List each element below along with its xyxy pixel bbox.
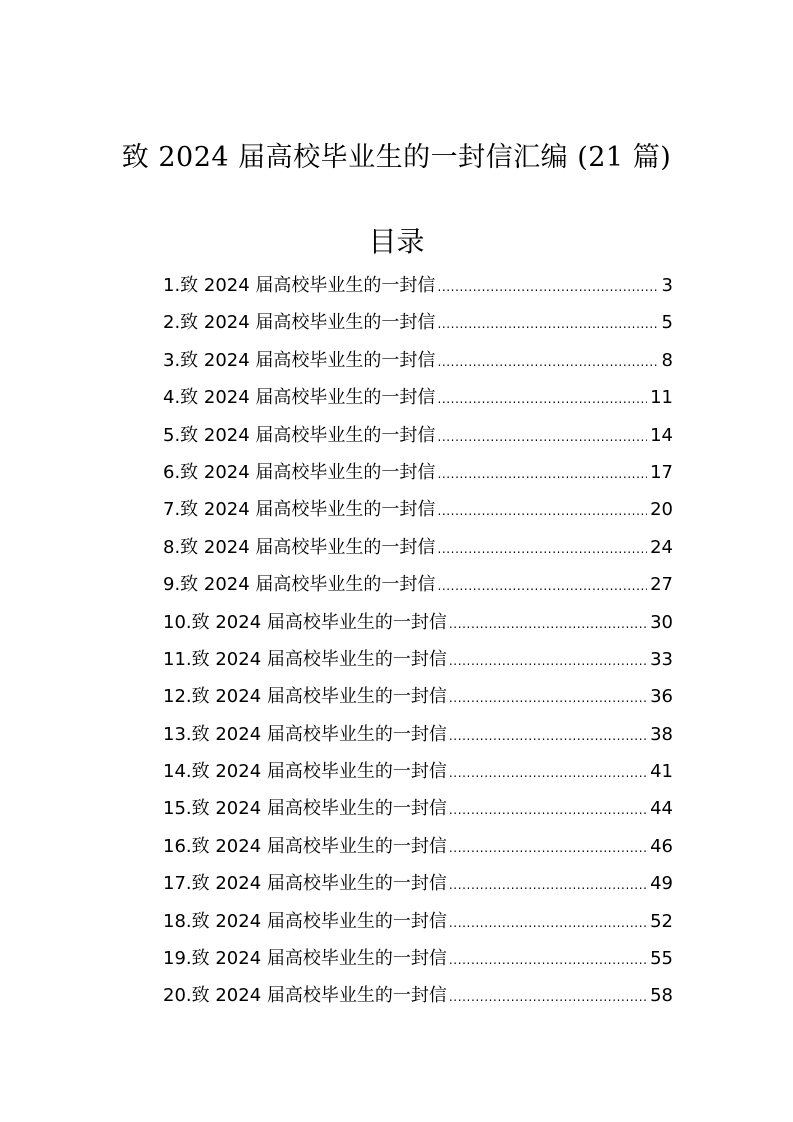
dot-leader xyxy=(449,755,647,792)
dot-leader xyxy=(449,606,647,643)
toc-entry-title: 19.致 2024 届高校毕业生的一封信 xyxy=(163,948,447,970)
toc-entry-3[interactable] xyxy=(163,342,673,379)
toc-entry-page: 36 xyxy=(650,686,673,708)
toc-entry-title: 14.致 2024 届高校毕业生的一封信 xyxy=(163,761,447,783)
toc-entry-title: 17.致 2024 届高校毕业生的一封信 xyxy=(163,873,447,895)
toc-entry-page: 27 xyxy=(650,574,673,596)
toc-entry-page: 33 xyxy=(650,648,673,670)
toc-entry-title: 10.致 2024 届高校毕业生的一封信 xyxy=(163,611,447,633)
dot-leader xyxy=(449,979,647,1016)
toc-entry-page: 24 xyxy=(650,536,673,558)
toc-entry-title: 1.致 2024 届高校毕业生的一封信 xyxy=(163,275,436,296)
toc-entry-18[interactable] xyxy=(163,903,673,940)
toc-entry-5[interactable] xyxy=(163,417,673,454)
toc-entry-10[interactable] xyxy=(163,604,673,641)
toc-entry-15[interactable] xyxy=(163,790,673,827)
dot-leader xyxy=(437,531,647,568)
toc-entry-12[interactable] xyxy=(163,678,673,715)
dot-leader xyxy=(437,456,647,493)
toc-entry-title: 11.致 2024 届高校毕业生的一封信 xyxy=(163,648,447,670)
dot-leader xyxy=(437,269,658,306)
toc-entry-page: 11 xyxy=(650,387,673,409)
toc-entry-title: 6.致 2024 届高校毕业生的一封信 xyxy=(163,461,436,483)
toc-entry-9[interactable] xyxy=(163,566,673,603)
toc-entry-page: 49 xyxy=(650,873,673,895)
toc-entry-page: 55 xyxy=(650,948,673,970)
toc-entry-page: 14 xyxy=(650,424,673,446)
toc-entry-page: 46 xyxy=(650,835,673,857)
table-of-contents xyxy=(163,267,673,1015)
toc-entry-title: 13.致 2024 届高校毕业生的一封信 xyxy=(163,723,447,745)
dot-leader xyxy=(449,718,647,755)
dot-leader xyxy=(449,680,647,717)
dot-leader xyxy=(449,905,647,942)
toc-entry-page: 58 xyxy=(650,985,673,1007)
toc-entry-17[interactable] xyxy=(163,865,673,902)
dot-leader xyxy=(437,568,647,605)
toc-entry-page: 41 xyxy=(650,761,673,783)
dot-leader xyxy=(437,306,658,343)
toc-entry-title: 20.致 2024 届高校毕业生的一封信 xyxy=(163,985,447,1007)
dot-leader xyxy=(449,942,647,979)
toc-entry-page: 30 xyxy=(650,611,673,633)
dot-leader xyxy=(437,344,658,381)
toc-entry-6[interactable] xyxy=(163,454,673,491)
toc-entry-7[interactable] xyxy=(163,491,673,528)
toc-entry-page: 17 xyxy=(650,461,673,483)
toc-entry-title: 4.致 2024 届高校毕业生的一封信 xyxy=(163,387,436,409)
toc-entry-11[interactable] xyxy=(163,641,673,678)
dot-leader xyxy=(449,830,647,867)
toc-entry-8[interactable] xyxy=(163,529,673,566)
dot-leader xyxy=(437,493,647,530)
toc-entry-page: 38 xyxy=(650,723,673,745)
toc-entry-16[interactable] xyxy=(163,828,673,865)
toc-entry-title: 9.致 2024 届高校毕业生的一封信 xyxy=(163,574,436,596)
dot-leader xyxy=(437,419,647,456)
toc-entry-title: 12.致 2024 届高校毕业生的一封信 xyxy=(163,686,447,708)
dot-leader xyxy=(449,792,647,829)
toc-entry-19[interactable] xyxy=(163,940,673,977)
toc-entry-page: 44 xyxy=(650,798,673,820)
document-title: 致 2024 届高校毕业生的一封信汇编 (21 篇) xyxy=(121,142,672,173)
toc-entry-title: 8.致 2024 届高校毕业生的一封信 xyxy=(163,536,436,558)
toc-entry-page: 8 xyxy=(661,349,673,371)
toc-entry-page: 5 xyxy=(661,312,673,334)
toc-heading: 目录 xyxy=(368,225,425,258)
dot-leader xyxy=(449,867,647,904)
toc-entry-14[interactable] xyxy=(163,753,673,790)
toc-entry-title: 5.致 2024 届高校毕业生的一封信 xyxy=(163,424,436,446)
toc-entry-title: 18.致 2024 届高校毕业生的一封信 xyxy=(163,910,447,932)
toc-entry-page: 52 xyxy=(650,910,673,932)
toc-entry-title: 2.致 2024 届高校毕业生的一封信 xyxy=(163,312,436,334)
toc-entry-2[interactable] xyxy=(163,304,673,341)
toc-entry-title: 3.致 2024 届高校毕业生的一封信 xyxy=(163,349,436,371)
dot-leader xyxy=(449,643,647,680)
toc-entry-page: 3 xyxy=(661,275,673,296)
toc-entry-1[interactable] xyxy=(163,267,673,304)
dot-leader xyxy=(437,381,647,418)
toc-entry-title: 16.致 2024 届高校毕业生的一封信 xyxy=(163,835,447,857)
toc-entry-title: 15.致 2024 届高校毕业生的一封信 xyxy=(163,798,447,820)
toc-entry-13[interactable] xyxy=(163,716,673,753)
toc-entry-title: 7.致 2024 届高校毕业生的一封信 xyxy=(163,499,436,521)
toc-entry-page: 20 xyxy=(650,499,673,521)
toc-entry-20[interactable] xyxy=(163,977,673,1014)
toc-entry-4[interactable] xyxy=(163,379,673,416)
